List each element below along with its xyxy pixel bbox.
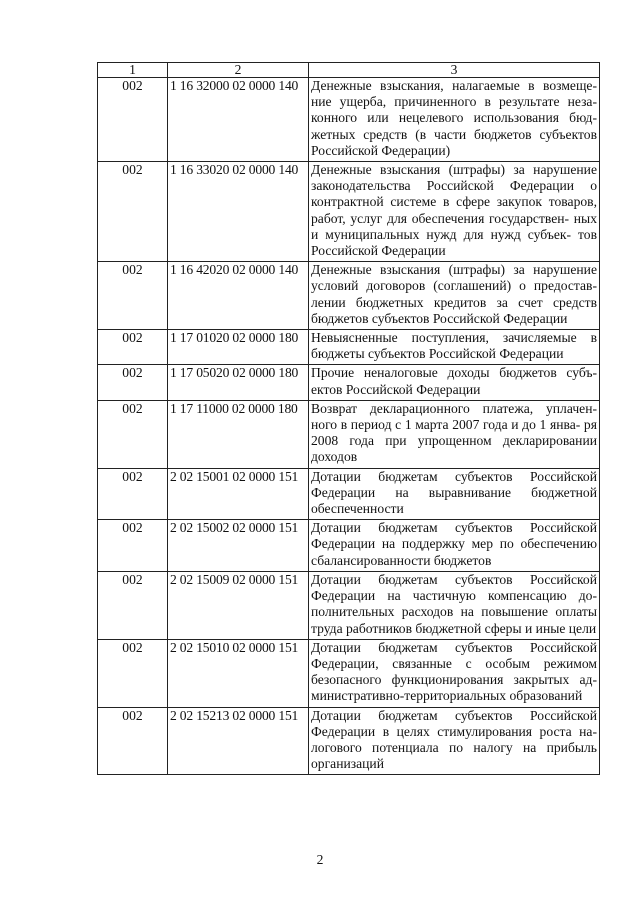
revenue-name-cell: Дотации бюджетам субъектов Российской Федерации, связанные с особым режимом безопасного функционирования закрытых ад- министративно-территориальных образований <box>309 639 600 707</box>
revenue-name-cell: Возврат декларационного платежа, уплачен- ного в период с 1 марта 2007 года и до 1 янва- ря 2008 года при упрощенном декларировании доходов <box>309 400 600 468</box>
admin-code-cell: 002 <box>98 262 168 330</box>
revenue-name-cell: Денежные взыскания (штрафы) за нарушение законодательства Российской Федерации о контрактной системе в сфере закупок товаров, работ, услуг для обеспечения государствен- ных и муниципальных нужд для нужд субъек- тов Российской Федерации <box>309 162 600 262</box>
table-row <box>98 78 600 162</box>
budget-code-cell: 2 02 15009 02 0000 151 <box>168 571 309 639</box>
budget-code-cell: 1 16 42020 02 0000 140 <box>168 262 309 330</box>
budget-code-cell: 2 02 15213 02 0000 151 <box>168 707 309 775</box>
table-row <box>98 365 600 400</box>
page-number: 2 <box>316 852 324 867</box>
budget-code-cell: 1 17 05020 02 0000 180 <box>168 365 309 400</box>
admin-code-cell: 002 <box>98 571 168 639</box>
budget-code-cell: 2 02 15001 02 0000 151 <box>168 468 309 520</box>
admin-code-cell: 002 <box>98 78 168 162</box>
admin-code-cell: 002 <box>98 468 168 520</box>
budget-code-cell: 1 16 32000 02 0000 140 <box>168 78 309 162</box>
revenue-name-cell: Дотации бюджетам субъектов Российской Федерации на частичную компенсацию до- полнительных расходов на повышение оплаты труда работников бюджетной сферы и иные цели <box>309 571 600 639</box>
table-row <box>98 400 600 468</box>
revenue-name-cell: Дотации бюджетам субъектов Российской Федерации в целях стимулирования роста на- логового потенциала по налогу на прибыль организаций <box>309 707 600 775</box>
column-header-1: 1 <box>98 63 168 78</box>
column-header-2: 2 <box>168 63 309 78</box>
admin-code-cell: 002 <box>98 400 168 468</box>
budget-code-cell: 1 17 01020 02 0000 180 <box>168 330 309 365</box>
budget-code-cell: 2 02 15002 02 0000 151 <box>168 520 309 572</box>
table-row <box>98 520 600 572</box>
budget-code-cell: 1 16 33020 02 0000 140 <box>168 162 309 262</box>
revenue-name-cell: Дотации бюджетам субъектов Российской Федерации на поддержку мер по обеспечению сбалансированности бюджетов <box>309 520 600 572</box>
revenue-name-cell: Денежные взыскания (штрафы) за нарушение условий договоров (соглашений) о предостав- лении бюджетных кредитов за счет средств бюджетов субъектов Российской Федерации <box>309 262 600 330</box>
revenue-name-cell: Прочие неналоговые доходы бюджетов субъ- ектов Российской Федерации <box>309 365 600 400</box>
table-row <box>98 468 600 520</box>
revenue-codes-table <box>97 62 600 775</box>
table-row <box>98 639 600 707</box>
column-header-3: 3 <box>309 63 600 78</box>
table-header-row <box>98 63 600 78</box>
admin-code-cell: 002 <box>98 520 168 572</box>
revenue-name-cell: Дотации бюджетам субъектов Российской Федерации на выравнивание бюджетной обеспеченности <box>309 468 600 520</box>
admin-code-cell: 002 <box>98 365 168 400</box>
table-row <box>98 571 600 639</box>
admin-code-cell: 002 <box>98 639 168 707</box>
budget-code-cell: 1 17 11000 02 0000 180 <box>168 400 309 468</box>
revenue-name-cell: Невыясненные поступления, зачисляемые в бюджеты субъектов Российской Федерации <box>309 330 600 365</box>
admin-code-cell: 002 <box>98 330 168 365</box>
revenue-name-cell: Денежные взыскания, налагаемые в возмеще- ние ущерба, причиненного в результате неза- конного или нецелевого использования бюд- жетных средств (в части бюджетов субъектов Российской Федерации) <box>309 78 600 162</box>
admin-code-cell: 002 <box>98 707 168 775</box>
budget-code-cell: 2 02 15010 02 0000 151 <box>168 639 309 707</box>
table-row <box>98 707 600 775</box>
admin-code-cell: 002 <box>98 162 168 262</box>
table-row <box>98 162 600 262</box>
table-row <box>98 330 600 365</box>
table-row <box>98 262 600 330</box>
